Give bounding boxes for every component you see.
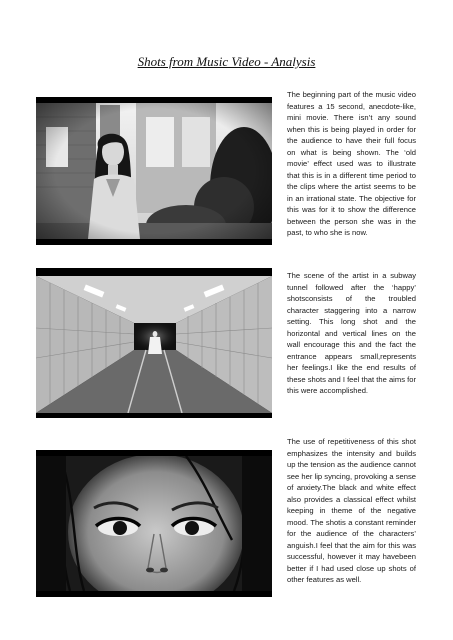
video-still-closeup [36,450,272,597]
analysis-paragraph-2: The scene of the artist in a subway tunnel followed after the ‘happy’ shotsconsists of the troubled character staggering into a narrow setting. This long shot and the horizontal and vertical lines on the wall encourage this and the fact the entrance appears small,represents her feelings.I like the end results of these shots and I feel that the aims for this were accomplished. [287,271,416,395]
street-scene-image [36,97,272,245]
closeup-face-image [36,450,272,597]
analysis-paragraph-3: The use of repetitiveness of this shot emphasizes the intensity and builds up the tension as the audience cannot see her lip syncing, provoking a sense of anxiety.The black and white effect also provides a classical effect whilst keeping in theme of the negative mood. The shotis a constant reminder for the audience of the characters’ anguish.I feel that the aim for this was successful, however it may havebeen better if I had used close up shots of other features as well. [287,437,416,584]
page-title: Shots from Music Video - Analysis [137,54,316,69]
video-still-street [36,97,272,245]
subway-tunnel-image [36,268,272,418]
video-still-tunnel [36,268,272,418]
analysis-paragraph-1: The beginning part of the music video features a 15 second, anecdote-like, mini movie. There isn’t any sound when this is being played in order for the audience to have their full focus on what is being shown. The ‘old movie’ effect used was to illustrate that this is in a different time period to the clips where the artist seems to be in an irrational state. The objective for this was for it to show the difference between the person she was in the past, to who she is now. [287,90,416,237]
